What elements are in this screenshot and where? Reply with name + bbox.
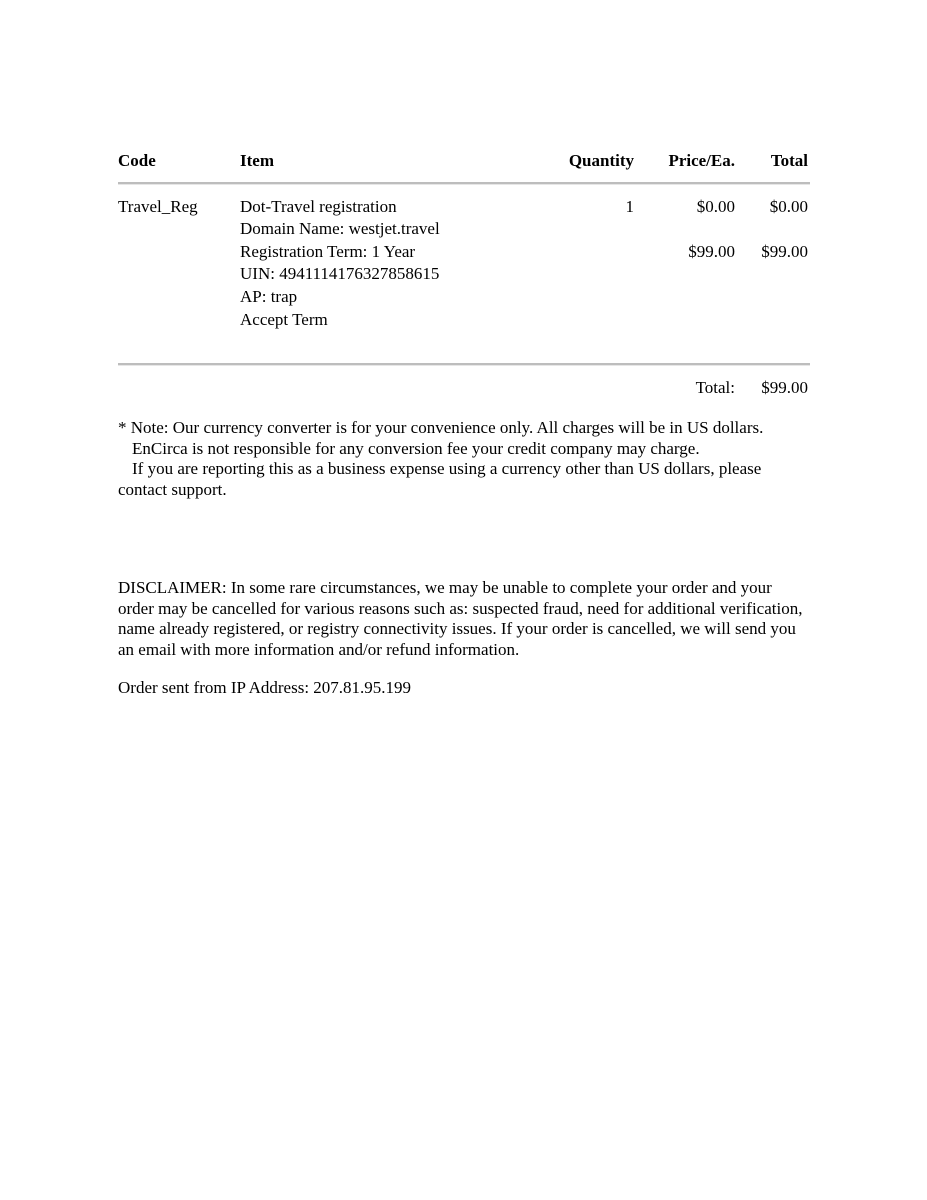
item-line-accept: Accept Term	[240, 310, 328, 329]
header-price: Price/Ea.	[668, 151, 735, 170]
item-line-uin: UIN: 4941114176327858615	[240, 264, 440, 283]
header-quantity: Quantity	[568, 151, 634, 170]
note-line-business: If you are reporting this as a business expense using a currency other than US dollars, please contact support.	[118, 459, 762, 499]
row-total-2: $99.00	[761, 242, 808, 261]
total-label: Total:	[695, 378, 735, 397]
ip-address-line: Order sent from IP Address: 207.81.95.199	[118, 678, 412, 697]
currency-note	[118, 418, 810, 500]
invoice-page	[118, 0, 810, 1200]
item-line-domain: Domain Name: westjet.travel	[240, 219, 440, 238]
row-price-1: $0.00	[696, 197, 735, 216]
header-total: Total	[770, 151, 808, 170]
item-line-term: Registration Term: 1 Year	[240, 242, 416, 261]
note-line-converter: * Note: Our currency converter is for your convenience only. All charges will be in US dollars.	[118, 418, 764, 437]
header-item: Item	[240, 151, 274, 170]
total-value: $99.00	[761, 378, 808, 397]
row-code: Travel_Reg	[118, 197, 198, 216]
item-line-ap: AP: trap	[240, 287, 298, 306]
disclaimer-text: DISCLAIMER: In some rare circumstances, we may be unable to complete your order and your order may be cancelled for various reasons such as: suspected fraud, need for additional verification, name already registered, or registry connectivity issues. If your order is cancelled, we will send you an email with more information and/or refund information.	[118, 578, 803, 659]
note-line-fee: EnCirca is not responsible for any conversion fee your credit company may charge.	[132, 438, 700, 458]
row-quantity: 1	[625, 197, 634, 216]
item-line-product: Dot-Travel registration	[240, 197, 397, 216]
header-divider	[118, 182, 810, 185]
summary-divider	[118, 363, 810, 366]
row-price-2: $99.00	[688, 242, 735, 261]
header-code: Code	[118, 151, 156, 170]
row-total-1: $0.00	[769, 197, 808, 216]
